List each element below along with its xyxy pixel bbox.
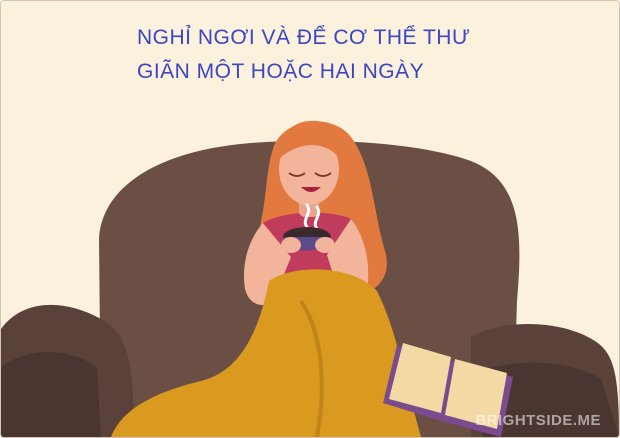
left-hand bbox=[281, 237, 301, 253]
watermark: BRIGHTSIDE.ME bbox=[475, 412, 601, 429]
woman-resting-illustration bbox=[1, 1, 619, 437]
armchair-left-arm-shadow bbox=[1, 352, 101, 437]
caption-line-2: GIÃN MỘT HOẶC HAI NGÀY bbox=[137, 60, 425, 83]
caption-line-1: NGHỈ NGƠI VÀ ĐỂ CƠ THỂ THƯ bbox=[137, 26, 471, 49]
right-hand bbox=[315, 237, 335, 253]
